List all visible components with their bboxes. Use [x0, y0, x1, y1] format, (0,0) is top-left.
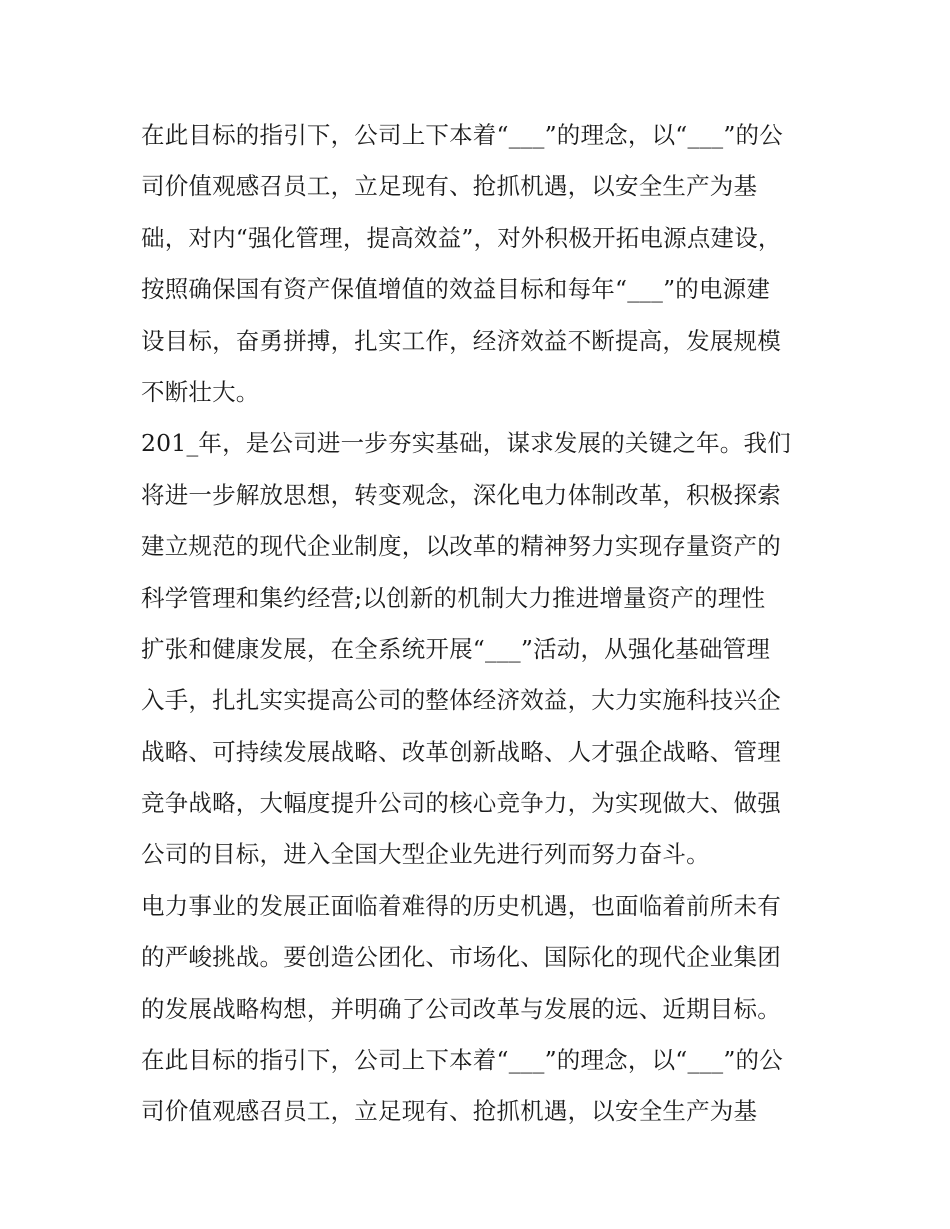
text-line: 电力事业的发展正面临着难得的历史机遇，也面临着前所未有: [141, 891, 781, 920]
text-line: 竞争战略，大幅度提升公司的核心竞争力，为实现做大、做强: [141, 789, 781, 818]
text-line: 的严峻挑战。要创造公团化、市场化、国际化的现代企业集团: [141, 943, 781, 972]
text-line: 将进一步解放思想，转变观念，深化电力体制改革，积极探索: [141, 480, 781, 509]
text-line: 按照确保国有资产保值增值的效益目标和每年“___”的电源建: [141, 275, 771, 304]
text-line: 不断壮大。: [141, 377, 260, 406]
text-line: 入手，扎扎实实提高公司的整体经济效益，大力实施科技兴企: [141, 686, 781, 715]
document-body: [141, 110, 813, 1138]
text-line: 设目标，奋勇拼搏，扎实工作，经济效益不断提高，发展规模: [141, 326, 781, 355]
text-line: 扩张和健康发展，在全系统开展“___”活动，从强化基础管理: [141, 634, 771, 663]
text-line: 在此目标的指引下，公司上下本着“___”的理念，以“___”的公: [141, 121, 783, 149]
text-line: 司价值观感召员工，立足现有、抢抓机遇，以安全生产为基: [141, 172, 758, 201]
text-line: 司价值观感召员工，立足现有、抢抓机遇，以安全生产为基: [141, 1097, 758, 1126]
text-line: 础，对内“强化管理，提高效益”，对外积极开拓电源点建设，: [141, 223, 782, 252]
text-line: 战略、可持续发展战略、改革创新战略、人才强企战略、管理: [141, 737, 781, 766]
text-line: 科学管理和集约经营;以创新的机制大力推进增量资产的理性: [141, 583, 766, 612]
text-line: 建立规范的现代企业制度，以改革的精神努力实现存量资产的: [141, 532, 781, 561]
text-line: 公司的目标，进入全国大型企业先进行列而努力奋斗。: [141, 840, 710, 869]
text-line: 201_年，是公司进一步夯实基础，谋求发展的关键之年。我们: [141, 429, 791, 458]
text-line: 在此目标的指引下，公司上下本着“___”的理念，以“___”的公: [141, 1046, 783, 1075]
text-line: 的发展战略构想，并明确了公司改革与发展的远、近期目标。: [141, 994, 781, 1023]
